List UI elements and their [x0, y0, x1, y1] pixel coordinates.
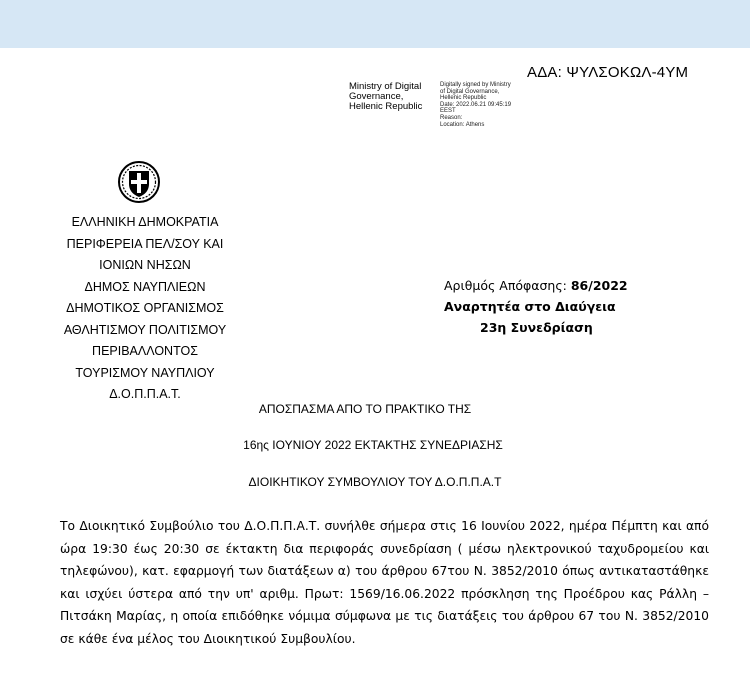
signer-name: Ministry of Digital Governance, Hellenic Republic — [349, 81, 423, 112]
session-date-title: 16ης ΙΟΥΝΙΟΥ 2022 ΕΚΤΑΚΤΗΣ ΣΥΝΕΔΡΙΑΣΗΣ — [243, 438, 503, 452]
session-number: 23η Συνεδρίαση — [480, 320, 593, 335]
decision-info: Αριθμός Απόφασης: 86/2022 Αναρτητέα στο Διαύγεια 23η Συνεδρίαση — [444, 275, 654, 338]
digital-signature-details: Digitally signed by Ministry of Digital Governance, Hellenic Republic Date: 2022.06.21 09:45:19 EEST Reason: Location: Athens — [440, 82, 512, 128]
body-paragraph: Το Διοικητικό Συμβούλιο του Δ.Ο.Π.Π.Α.Τ. συνήλθε σήμερα στις 16 Ιουνίου 2022, ημέρα Πέμπτη και από ώρα 19:30 έως 20:30 σε έκτακτη δια περιφοράς συνεδρίαση ( μέσω ηλεκτρονικού ταχυδρομείου και τηλεφώνου), κατ. εφαρμογή των διατάξεων α) του άρθρου 67του Ν. 3852/2010 όπως αντικαταστάθηκε και ισχύει ύστερα από την υπ' αριθμ. Πρωτ: 1569/16.06.2022 πρόσκληση της Προέδρου κας Ράλλη – Πιτσάκη Μαρίας, η οποία επιδόθηκε νόμιμα σύμφωνα με τις διατάξεις του άρθρου 67 του Ν. 3852/2010 σε κάθε ένα μέλος του Διοικητικού Συμβουλίου. — [60, 519, 709, 646]
board-title: ΔΙΟΙΚΗΤΙΚΟΥ ΣΥΜΒΟΥΛΙΟΥ ΤΟΥ Δ.Ο.Π.Π.Α.Τ — [248, 475, 502, 489]
document-title: ΑΠΟΣΠΑΣΜΑ ΑΠΟ ΤΟ ΠΡΑΚΤΙΚΟ ΤΗΣ — [258, 402, 472, 416]
posting-note: Αναρτητέα στο Διαύγεια — [444, 299, 616, 314]
top-banner — [0, 0, 750, 48]
issuer-header: ΕΛΛΗΝΙΚΗ ΔΗΜΟΚΡΑΤΙΑ ΠΕΡΙΦΕΡΕΙΑ ΠΕΛ/ΣΟΥ ΚΑΙ ΙΟΝΙΩΝ ΝΗΣΩΝ ΔΗΜΟΣ ΝΑΥΠΛΙΕΩΝ ΔΗΜΟΤΙΚΟΣ ΟΡΓΑΝΙΣΜΟΣ ΑΘΛΗΤΙΣΜΟΥ ΠΟΛΙΤΙΣΜΟΥ ΠΕΡΙΒΑΛΛΟΝΤΟΣ ΤΟΥΡΙΣΜΟΥ ΝΑΥΠΛΙΟΥ Δ.Ο.Π.Π.Α.Τ. — [63, 215, 227, 401]
ada-code: ΑΔΑ: ΨΥΛΣΟΚΩΛ-4ΥΜ — [527, 64, 689, 81]
greek-emblem-icon — [117, 160, 161, 204]
decision-number: 86/2022 — [570, 278, 628, 293]
